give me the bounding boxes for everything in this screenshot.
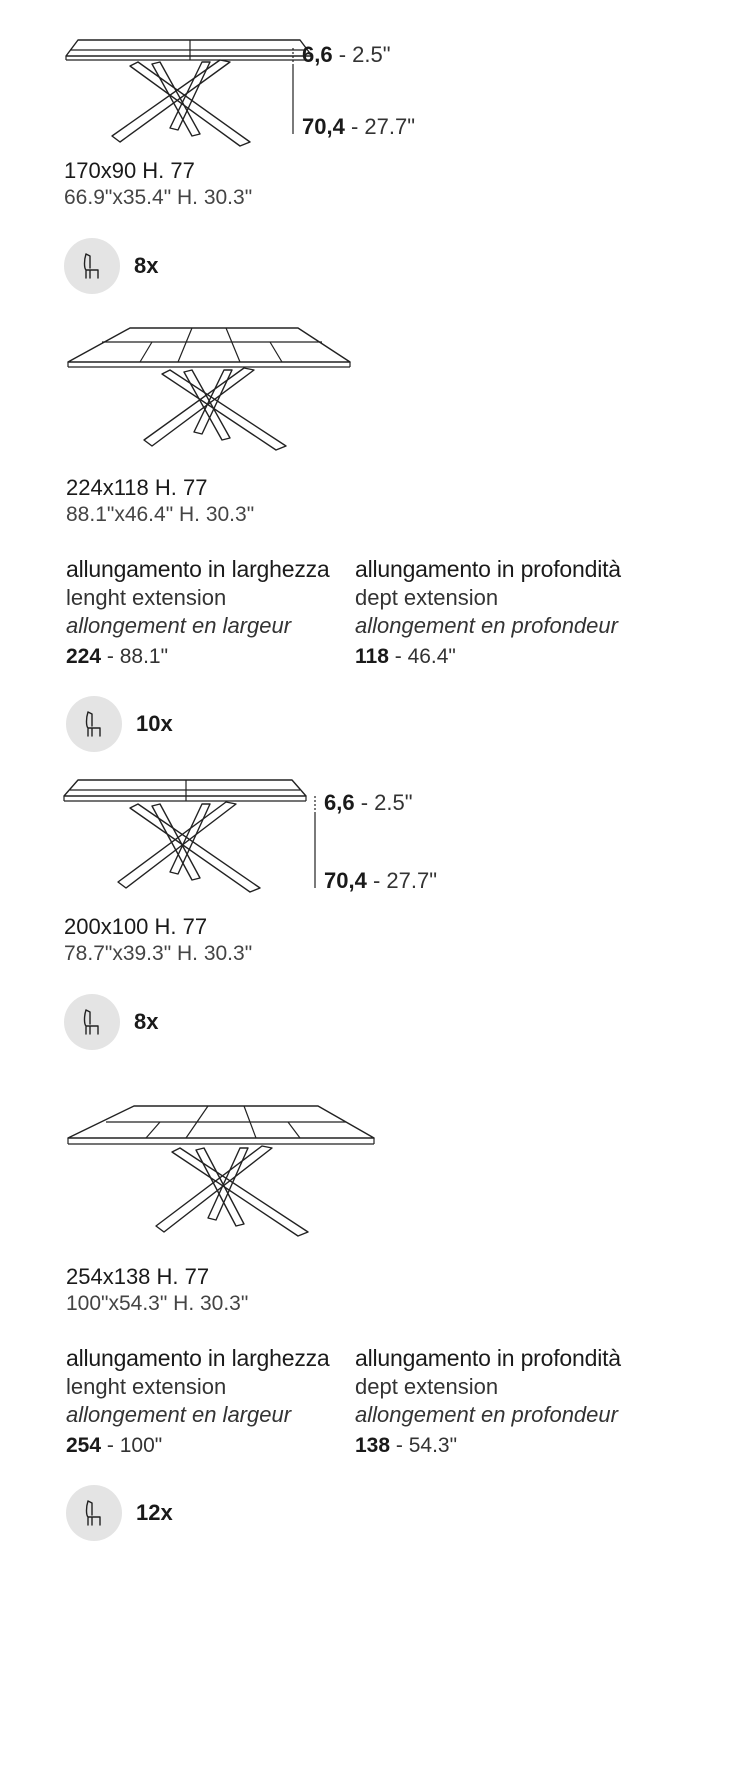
extension-width-value: 224 - 88.1" xyxy=(66,645,169,668)
size-metric-2: 224x118 H. 77 xyxy=(66,475,208,500)
size-imperial-1: 66.9"x35.4" H. 30.3" xyxy=(64,186,253,209)
extension-width-en: lenght extension xyxy=(66,1374,227,1399)
seat-count-2: 10x xyxy=(136,711,173,736)
extension-depth-fr: allongement en profondeur xyxy=(355,613,618,638)
dimension-line-1 xyxy=(288,48,298,134)
extension-depth-value: 118 - 46.4" xyxy=(355,645,456,668)
seat-count-1: 8x xyxy=(134,253,159,278)
extension-width-fr: allongement en largeur xyxy=(66,1402,292,1427)
top-thickness-1: 6,6 - 2.5" xyxy=(302,42,391,67)
table-drawing-extended-4 xyxy=(60,1098,380,1240)
chair-icon xyxy=(66,1485,122,1541)
size-metric-1: 170x90 H. 77 xyxy=(64,158,195,183)
size-metric-3: 200x100 H. 77 xyxy=(64,914,208,939)
extension-width-it: allungamento in larghezza xyxy=(66,556,330,582)
table-drawing-closed-1 xyxy=(60,30,320,155)
extension-width-4 xyxy=(66,1345,330,1458)
seat-capacity-2 xyxy=(66,696,173,752)
extension-width-it: allungamento in larghezza xyxy=(66,1345,330,1371)
size-metric-4: 254x138 H. 77 xyxy=(66,1264,210,1289)
seat-capacity-1 xyxy=(64,238,158,294)
size-imperial-3: 78.7"x39.3" H. 30.3" xyxy=(64,942,253,965)
extension-depth-4 xyxy=(355,1345,621,1458)
seat-count-4: 12x xyxy=(136,1500,173,1525)
extension-depth-it: allungamento in profondità xyxy=(355,1345,621,1371)
table-drawing-extended-2 xyxy=(60,322,360,452)
table-drawing-closed-3 xyxy=(60,772,320,897)
extension-depth-value: 138 - 54.3" xyxy=(355,1434,458,1457)
extension-width-fr: allongement en largeur xyxy=(66,613,292,638)
extension-depth-it: allungamento in profondità xyxy=(355,556,621,582)
chair-icon xyxy=(66,696,122,752)
extension-depth-en: dept extension xyxy=(355,585,499,610)
extension-width-2 xyxy=(66,556,330,669)
seat-capacity-3 xyxy=(64,994,158,1050)
seat-capacity-4 xyxy=(66,1485,173,1541)
extension-depth-fr: allongement en profondeur xyxy=(355,1402,618,1427)
extension-width-value: 254 - 100" xyxy=(66,1434,163,1457)
extension-depth-en: dept extension xyxy=(355,1374,499,1399)
top-thickness-3: 6,6 - 2.5" xyxy=(324,790,413,815)
size-imperial-2: 88.1"x46.4" H. 30.3" xyxy=(66,503,255,526)
dimension-line-3 xyxy=(310,796,320,888)
extension-depth-2 xyxy=(355,556,621,669)
chair-icon xyxy=(64,994,120,1050)
size-imperial-4: 100"x54.3" H. 30.3" xyxy=(66,1292,249,1315)
leg-height-1: 70,4 - 27.7" xyxy=(302,114,416,139)
leg-height-3: 70,4 - 27.7" xyxy=(324,868,438,893)
seat-count-3: 8x xyxy=(134,1009,159,1034)
chair-icon xyxy=(64,238,120,294)
extension-width-en: lenght extension xyxy=(66,585,227,610)
